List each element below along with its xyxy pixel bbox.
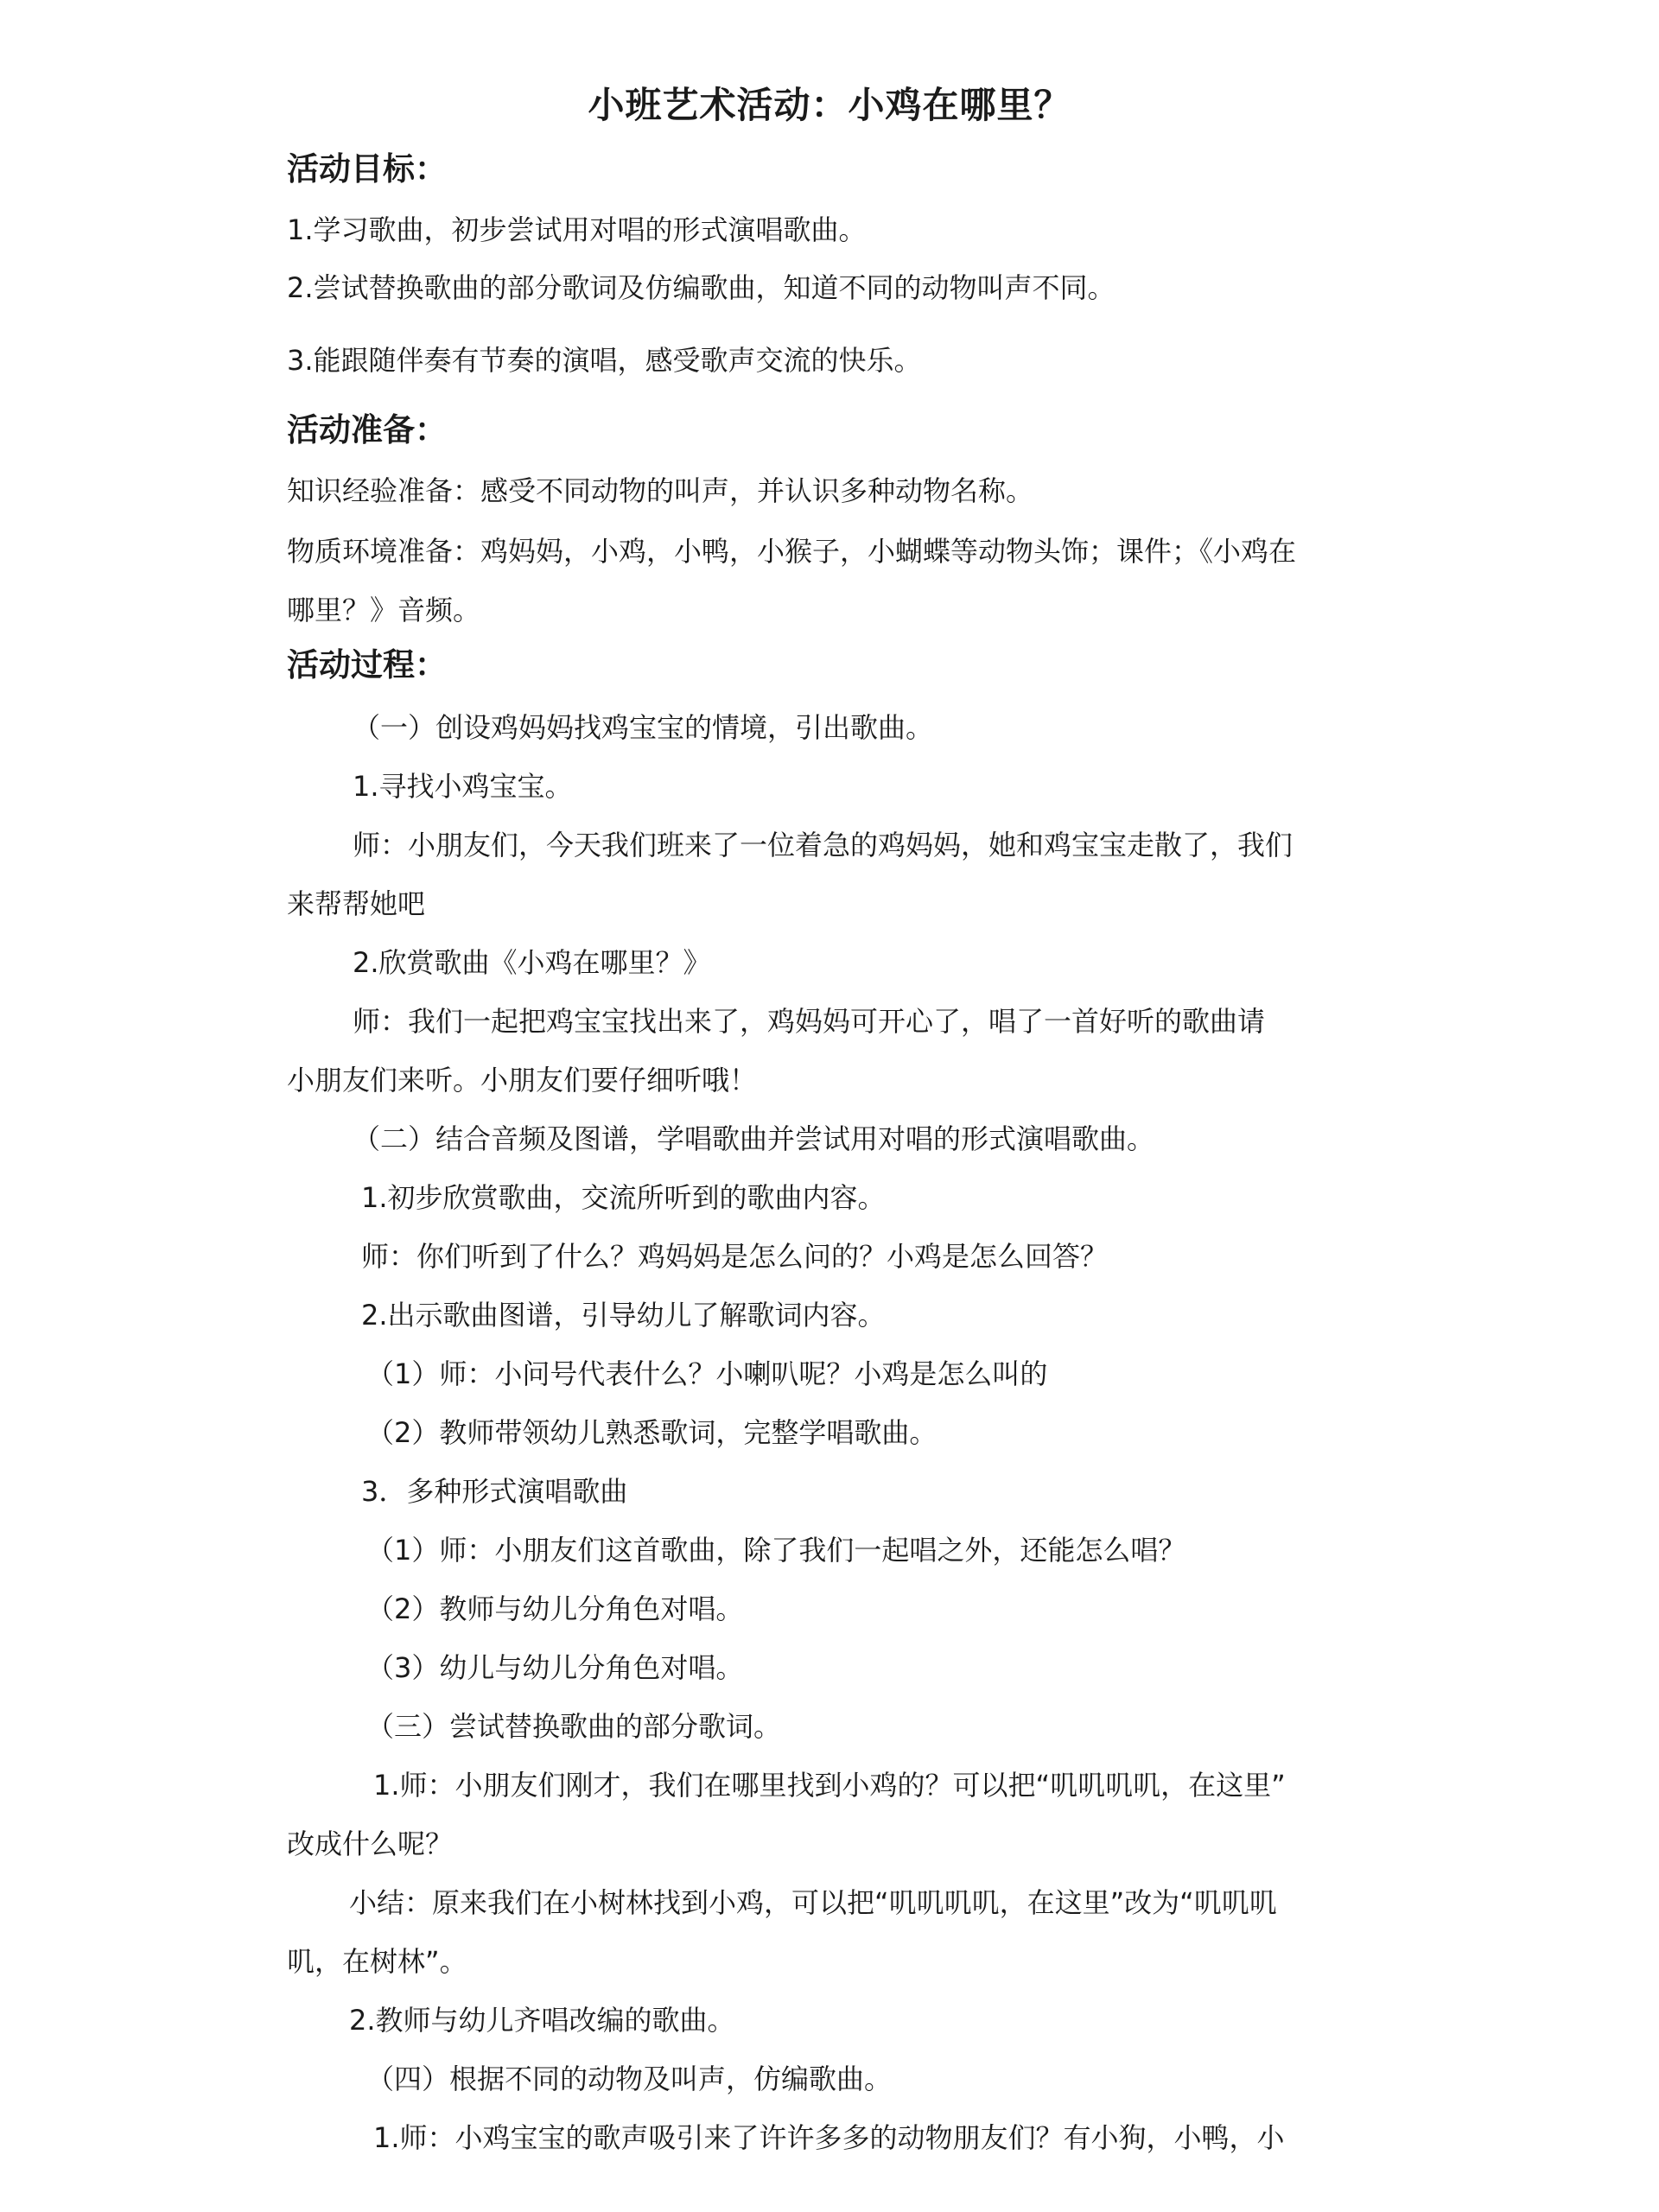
process-line: （三）尝试替换歌曲的部分歌词。 <box>366 1710 782 1743</box>
process-line: 2.出示歌曲图谱，引导幼儿了解歌词内容。 <box>361 1299 886 1332</box>
process-line: （一）创设鸡妈妈找鸡宝宝的情境，引出歌曲。 <box>353 711 934 744</box>
preparation-line: 哪里？》音频。 <box>287 594 481 626</box>
process-line: （2）教师与幼儿分角色对唱。 <box>366 1592 744 1625</box>
goal-line: 1.学习歌曲，初步尝试用对唱的形式演唱歌曲。 <box>287 213 867 246</box>
preparation-line: 知识经验准备：感受不同动物的叫声，并认识多种动物名称。 <box>287 474 1034 507</box>
process-line: 小朋友们来听。小朋友们要仔细听哦！ <box>287 1064 758 1096</box>
process-line: 3．多种形式演唱歌曲 <box>361 1475 628 1508</box>
process-line: （四）根据不同的动物及叫声，仿编歌曲。 <box>366 2063 893 2095</box>
process-line: （1）师：小朋友们这首歌曲，除了我们一起唱之外，还能怎么唱？ <box>366 1534 1186 1567</box>
goal-line: 3.能跟随伴奏有节奏的演唱，感受歌声交流的快乐。 <box>287 344 922 377</box>
process-line: （1）师：小问号代表什么？小喇叭呢？小鸡是怎么叫的 <box>366 1357 1048 1390</box>
process-line: 1.师：小鸡宝宝的歌声吸引来了许许多多的动物朋友们？有小狗，小鸭，小 <box>373 2121 1285 2154</box>
process-line: （二）结合音频及图谱，学唱歌曲并尝试用对唱的形式演唱歌曲。 <box>353 1122 1155 1155</box>
process-line: （2）教师带领幼儿熟悉歌词，完整学唱歌曲。 <box>366 1416 938 1449</box>
process-line: 师：小朋友们，今天我们班来了一位着急的鸡妈妈，她和鸡宝宝走散了，我们 <box>353 829 1294 861</box>
process-line: 1.师：小朋友们刚才，我们在哪里找到小鸡的？可以把“叽叽叽叽，在这里” <box>373 1769 1286 1802</box>
goal-line: 2.尝试替换歌曲的部分歌词及仿编歌曲，知道不同的动物叫声不同。 <box>287 271 1116 304</box>
preparation-line: 物质环境准备：鸡妈妈，小鸡，小鸭，小猴子，小蝴蝶等动物头饰；课件；《小鸡在 <box>287 535 1297 568</box>
process-line: 2.欣赏歌曲《小鸡在哪里？》 <box>353 946 711 979</box>
process-line: 2.教师与幼儿齐唱改编的歌曲。 <box>349 2004 735 2037</box>
preparation-heading: 活动准备： <box>287 411 447 448</box>
process-line: 1.寻找小鸡宝宝。 <box>353 770 573 803</box>
process-line: 师：我们一起把鸡宝宝找出来了，鸡妈妈可开心了，唱了一首好听的歌曲请 <box>353 1005 1266 1038</box>
goals-heading: 活动目标： <box>287 150 447 188</box>
process-line: 叽，在树林”。 <box>287 1945 467 1978</box>
process-line: 来帮帮她吧 <box>287 887 426 920</box>
process-line: 1.初步欣赏歌曲，交流所听到的歌曲内容。 <box>361 1181 886 1214</box>
process-line: 改成什么呢？ <box>287 1827 454 1860</box>
process-line: 师：你们听到了什么？鸡妈妈是怎么问的？小鸡是怎么回答？ <box>361 1240 1109 1273</box>
process-line: 小结：原来我们在小树林找到小鸡，可以把“叽叽叽叽，在这里”改为“叽叽叽 <box>349 1886 1277 1919</box>
process-line: （3）幼儿与幼儿分角色对唱。 <box>366 1651 744 1684</box>
document-title: 小班艺术活动：小鸡在哪里？ <box>588 84 1071 126</box>
process-heading: 活动过程： <box>287 646 447 683</box>
